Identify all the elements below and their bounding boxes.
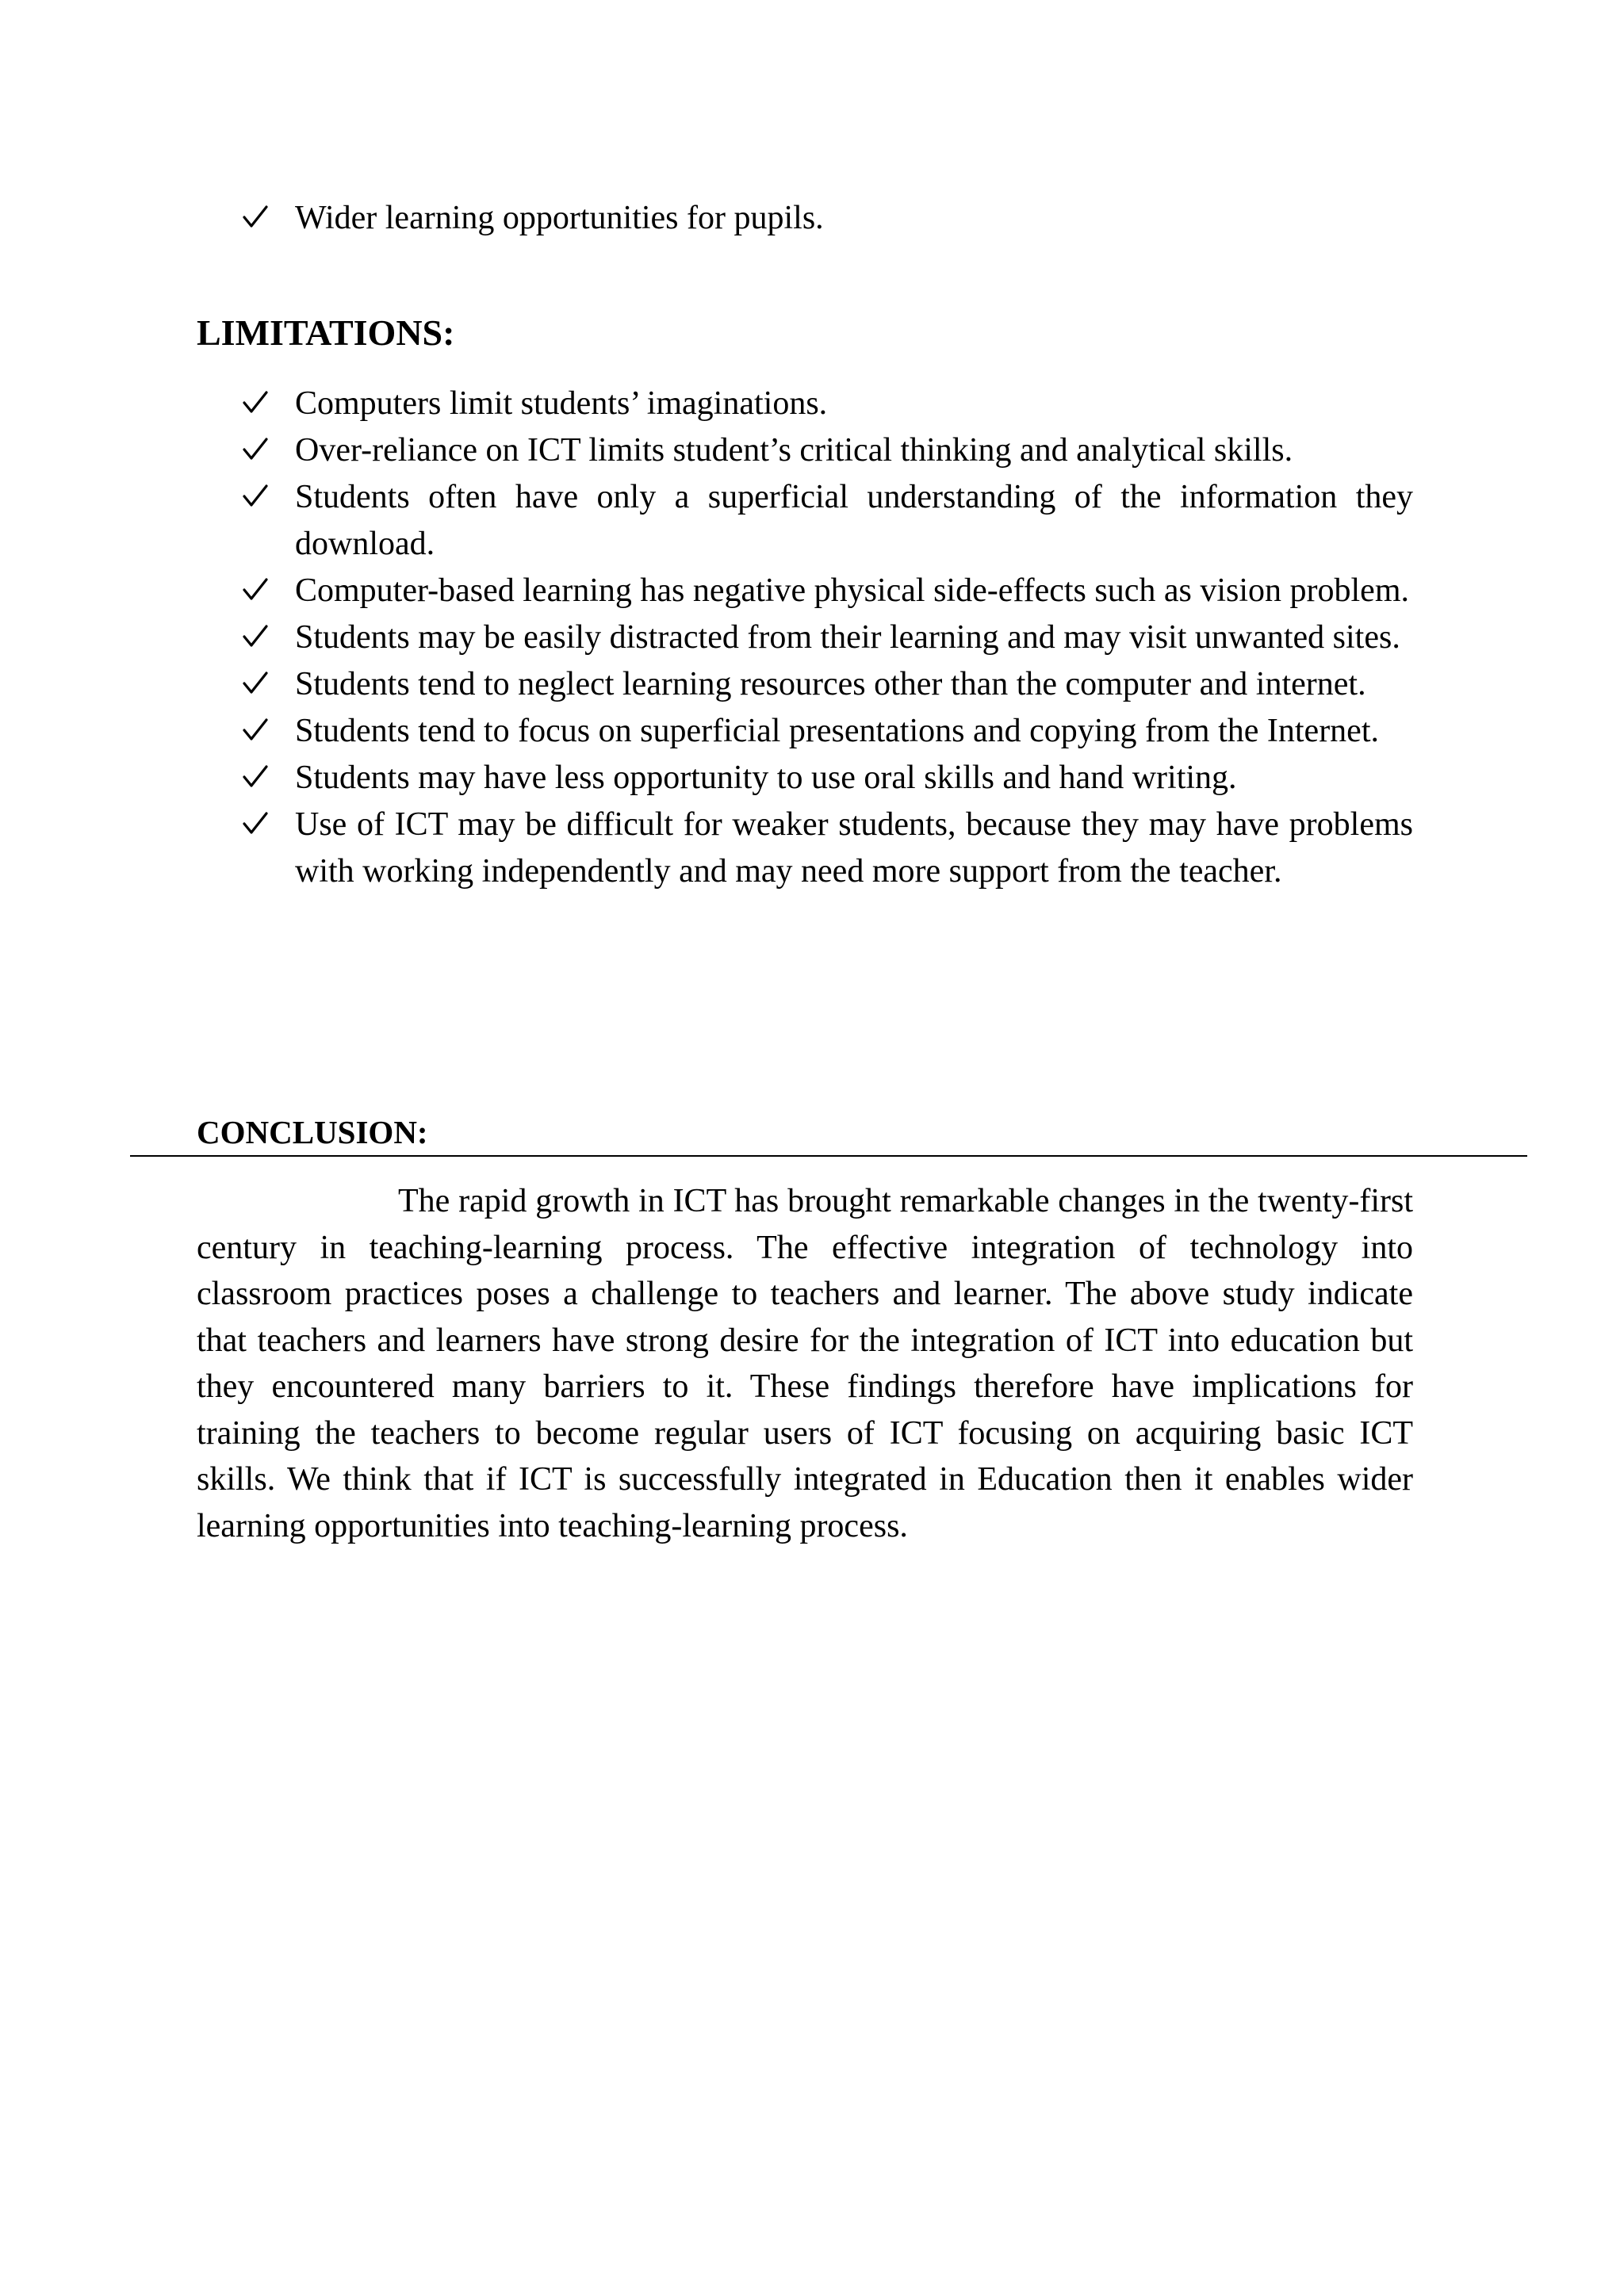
- list-item: [243, 427, 1413, 474]
- list-item-text: Students tend to focus on superficial presentations and copying from the Internet.: [295, 713, 1379, 749]
- list-item-text: Students tend to neglect learning resources other than the computer and internet.: [295, 666, 1366, 702]
- checkmark-icon: [243, 427, 274, 474]
- list-item: [243, 755, 1413, 802]
- limitations-heading: LIMITATIONS:: [197, 312, 455, 353]
- list-item: [243, 802, 1413, 895]
- list-item-text: Students may be easily distracted from their learning and may visit unwanted sites.: [295, 619, 1400, 656]
- checkmark-icon: [243, 195, 274, 242]
- checkmark-icon: [243, 614, 274, 661]
- list-item: [243, 195, 1413, 242]
- list-item-text: Computer-based learning has negative physical side-effects such as vision problem.: [295, 572, 1409, 609]
- advantages-list-continued: [243, 195, 1413, 242]
- list-item: [243, 474, 1413, 568]
- checkmark-icon: [243, 568, 274, 614]
- list-item-text: Wider learning opportunities for pupils.: [295, 200, 824, 236]
- conclusion-paragraph: The rapid growth in ICT has brought remarkable changes in the twenty-first century in teaching-learning process. The effective integration of technology into classroom practices poses a challenge to teachers and learner. The above study indicate that teachers and learners have strong desire for the integration of ICT into education but they encountered many barriers to it. These findings therefore have implications for training the teachers to become regular users of ICT focusing on acquiring basic ICT skills. We think that if ICT is successfully integrated in Education then it enables wider learning opportunities into teaching-learning process.: [197, 1183, 1413, 1544]
- list-item: [243, 568, 1413, 614]
- limitations-list: [243, 381, 1413, 895]
- checkmark-icon: [243, 802, 274, 848]
- conclusion-heading: CONCLUSION:: [197, 1114, 428, 1150]
- list-item: [243, 614, 1413, 661]
- horizontal-rule: [130, 1155, 1527, 1157]
- checkmark-icon: [243, 474, 274, 521]
- list-item-text: Computers limit students’ imaginations.: [295, 385, 828, 422]
- list-item: [243, 661, 1413, 708]
- list-item-text: Students may have less opportunity to use oral skills and hand writing.: [295, 760, 1237, 796]
- checkmark-icon: [243, 708, 274, 755]
- list-item: [243, 381, 1413, 427]
- list-item-text: Students often have only a superficial understanding of the information they download.: [295, 479, 1413, 562]
- checkmark-icon: [243, 755, 274, 802]
- checkmark-icon: [243, 661, 274, 708]
- checkmark-icon: [243, 381, 274, 427]
- list-item-text: Use of ICT may be difficult for weaker students, because they may have problems with working independently and may need more support from the teacher.: [295, 806, 1413, 890]
- list-item: [243, 708, 1413, 755]
- list-item-text: Over-reliance on ICT limits student’s critical thinking and analytical skills.: [295, 432, 1293, 469]
